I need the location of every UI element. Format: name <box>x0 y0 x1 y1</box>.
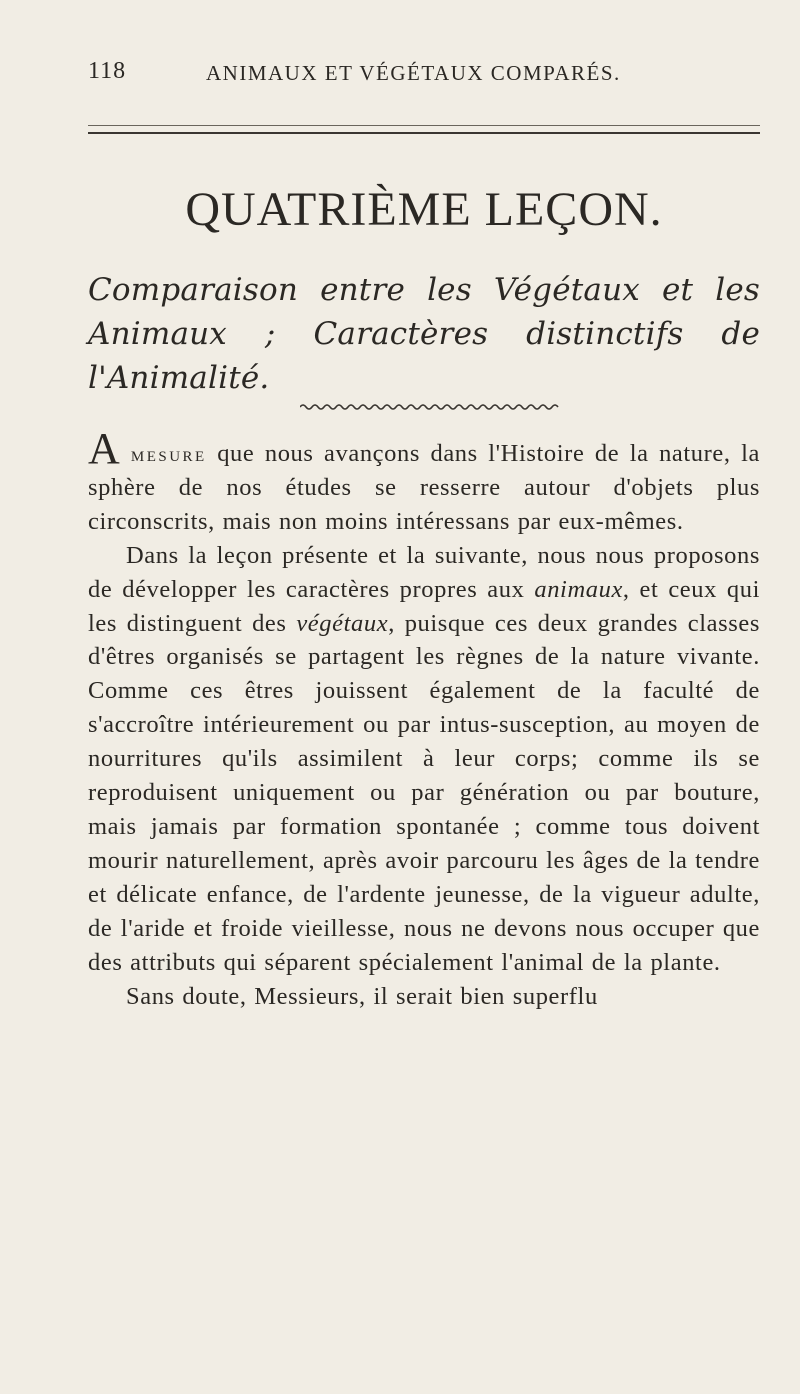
paragraph-2-text-b: , et ceux qui les distinguent des <box>88 575 760 637</box>
italic-vegetaux: végétaux <box>296 609 389 637</box>
page-number: 118 <box>88 58 127 84</box>
paragraph-1 <box>88 424 760 539</box>
paragraph-3: Sans doute, Messieurs, il serait bien superflu <box>126 982 598 1010</box>
body-text <box>88 424 760 1013</box>
opening-word: mesure <box>130 441 207 466</box>
running-title: ANIMAUX ET VÉGÉTAUX COMPARÉS. <box>206 61 621 85</box>
paragraph-2-text-a: Dans la leçon présente et la suivante, nous nous proposons de développer les caractères propres aux <box>88 541 760 603</box>
drop-cap: A <box>88 424 121 473</box>
lesson-title: QUATRIÈME LEÇON. <box>185 183 663 236</box>
paragraph-2-text-c: , puisque ces deux grandes classes d'êtres organisés se partagent les règnes de la nature vivante. Comme ces êtres jouissent également de la faculté de s'accroître intérieurement ou par intus-susception, au moyen de nourritures qu'ils assimilent à leur corps; comme ils se reproduisent uniquement ou par génération ou par bouture, mais jamais par formation spontanée ; comme tous doivent mourir naturellement, après avoir parcouru les âges de la tendre et délicate enfance, de l'ardente jeunesse, de la vigueur adulte, de l'aride et froide vieillesse, nous ne devons nous occuper que des attributs qui séparent spécialement l'animal de la plante. <box>88 609 760 976</box>
header-rule <box>88 125 760 134</box>
italic-animaux: animaux <box>534 575 623 603</box>
running-head <box>88 58 748 88</box>
paragraph-2 <box>88 539 760 980</box>
paragraph-1-text: que nous avançons dans l'Histoire de la nature, la sphère de nos études se resserre autour d'objets plus circonscrits, mais non moins intéressans par eux-mêmes. <box>88 440 760 535</box>
lesson-subtitle: Comparaison entre les Végétaux et les Animaux ; Caractères distinctifs de l'Animalité. <box>88 272 760 396</box>
ornament-divider <box>300 402 560 412</box>
